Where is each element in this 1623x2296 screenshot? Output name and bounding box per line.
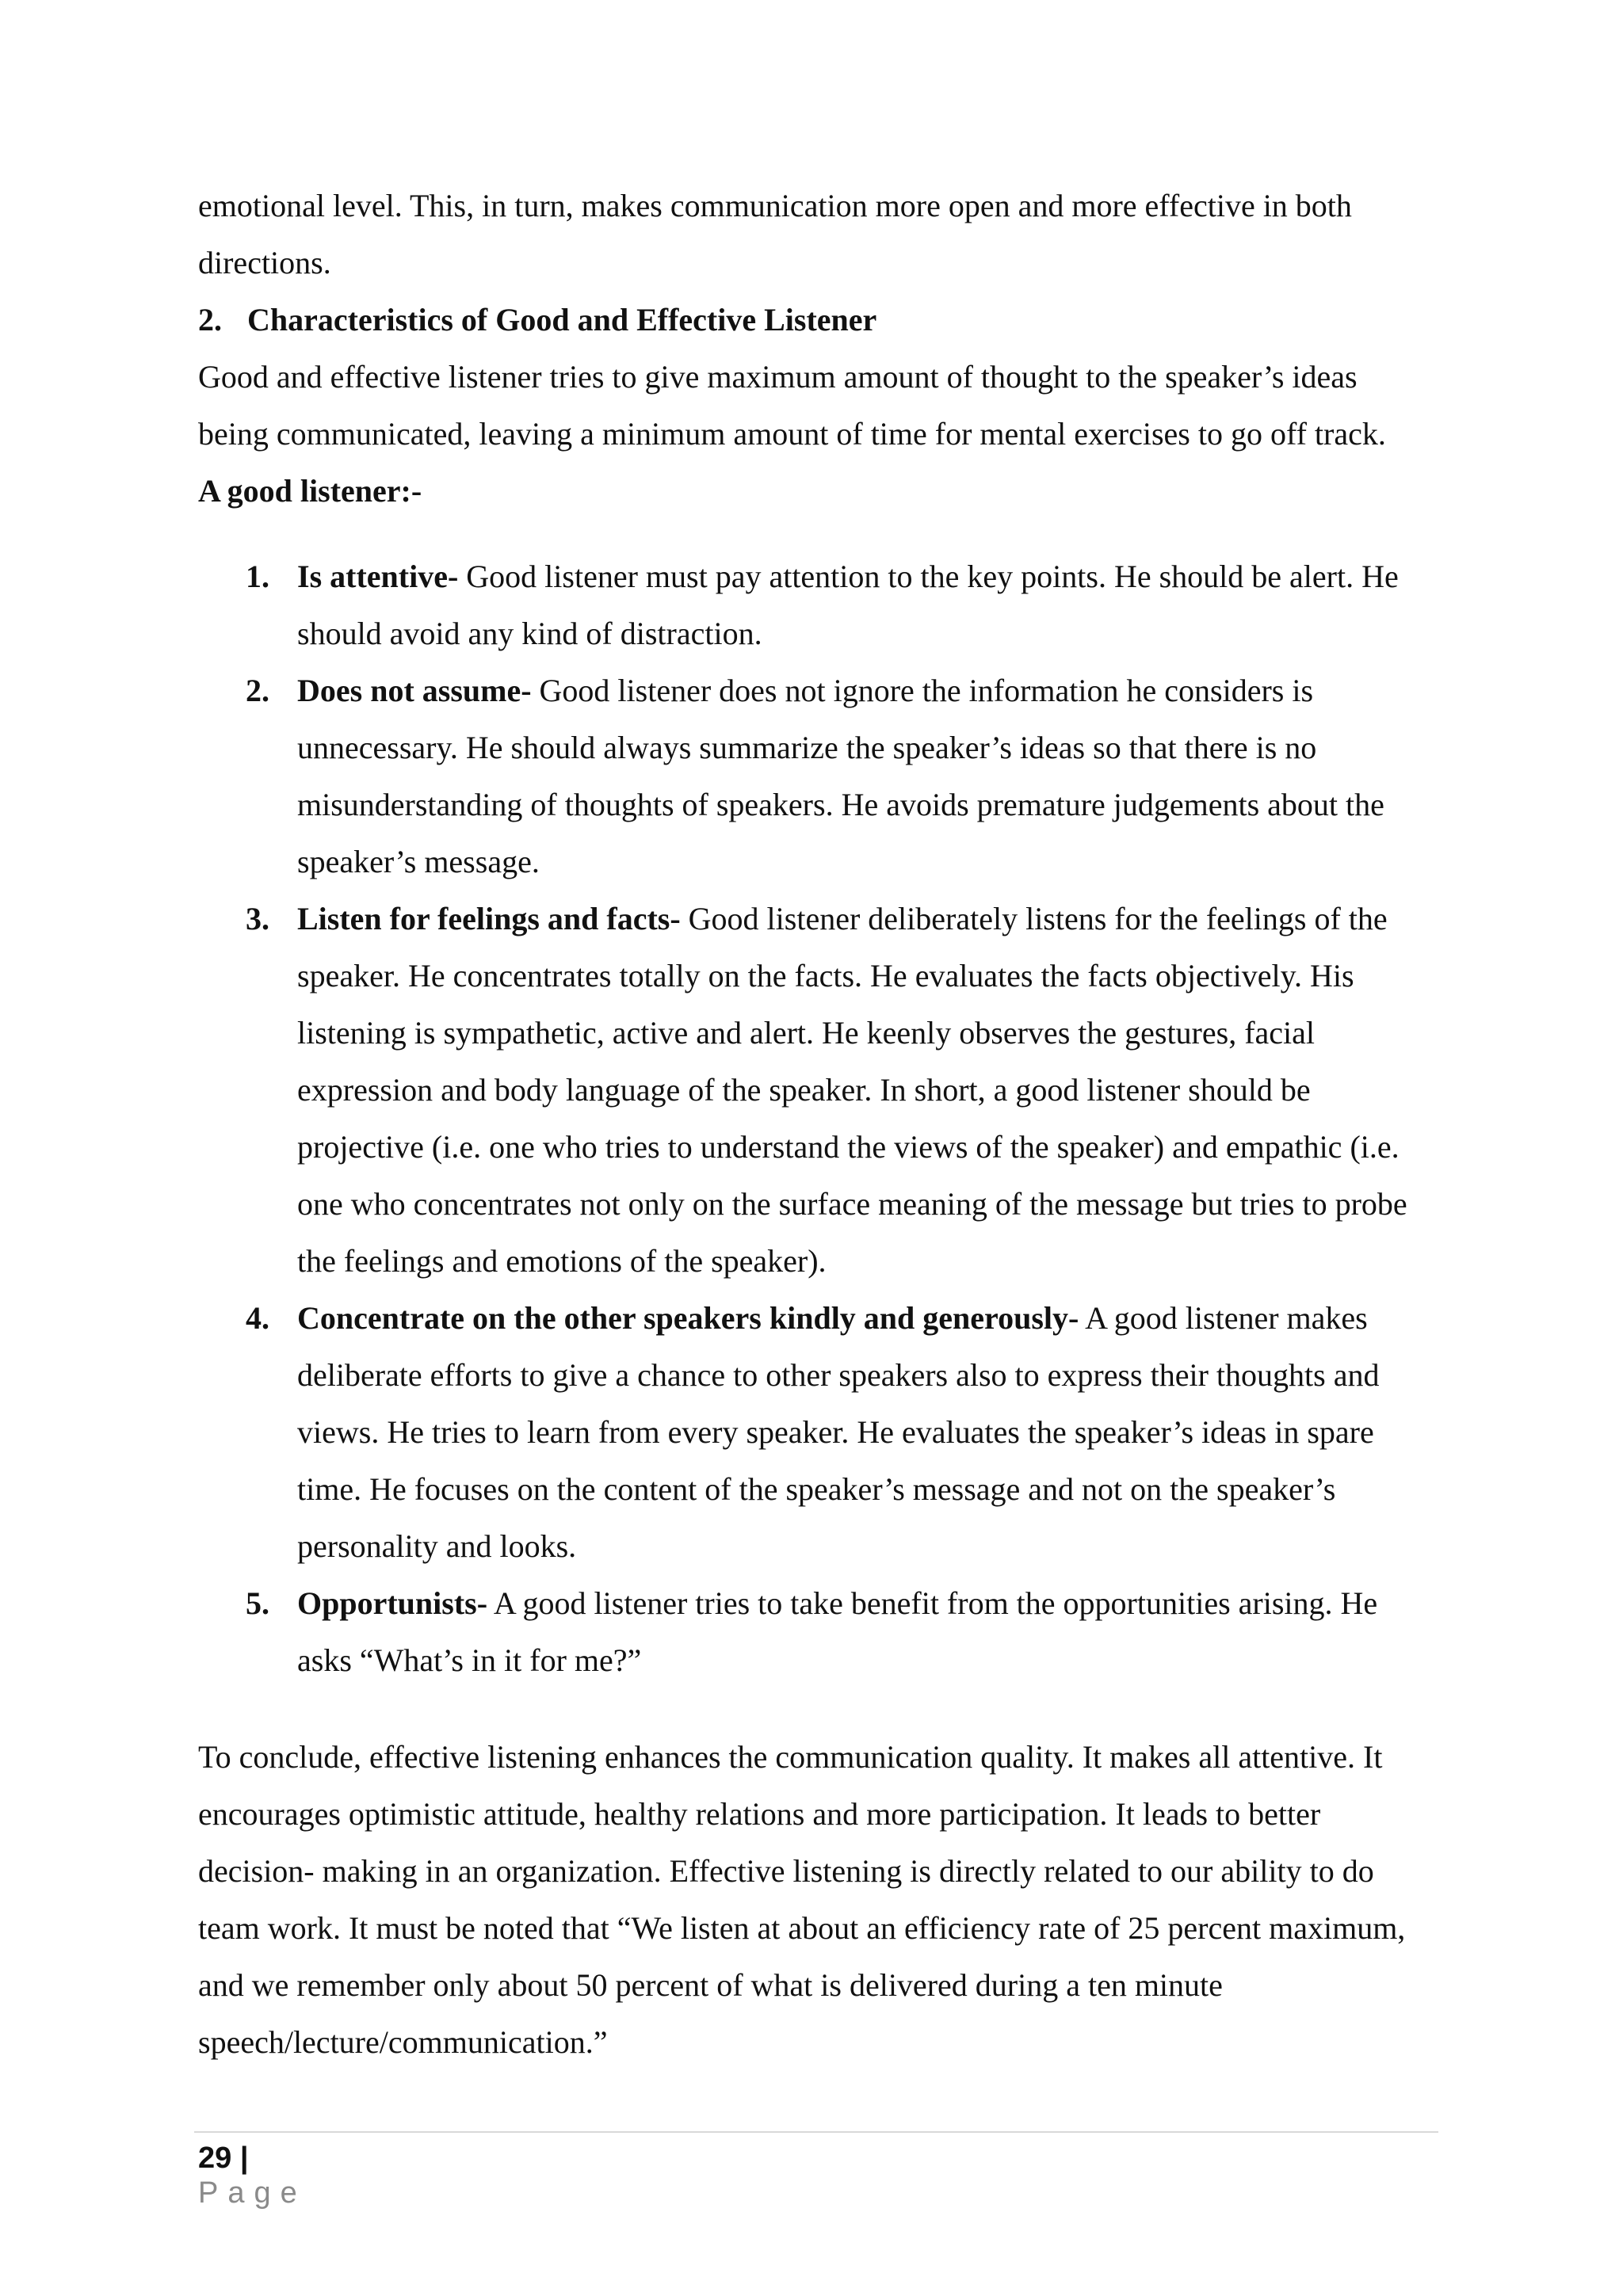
- list-item-number: 3.: [246, 901, 269, 936]
- list-subheading: A good listener:-: [198, 473, 422, 509]
- page-number: 29: [198, 2142, 232, 2175]
- list-item: [198, 662, 1434, 891]
- page-body: [198, 177, 1434, 2071]
- list-item: [198, 1290, 1434, 1575]
- list-item-number: 5.: [246, 1585, 269, 1621]
- list-item: [198, 891, 1434, 1290]
- list-item: [198, 1575, 1434, 1689]
- list-item: [198, 548, 1434, 662]
- list-item-number: 2.: [246, 673, 269, 708]
- list-item-text: Good listener does not ignore the information he considers is unnecessary. He should always summarize the speaker’s ideas so that there is no misunderstanding of thoughts of speakers. He avoids premature judgements about the speaker’s message.: [297, 673, 1384, 879]
- list-item-title: Listen for feelings and facts-: [297, 901, 681, 936]
- section-title: Characteristics of Good and Effective Listener: [247, 302, 877, 338]
- list-item-title: Concentrate on the other speakers kindly and generously-: [297, 1300, 1079, 1336]
- footer-separator: |: [239, 2142, 249, 2175]
- section-paragraph: Good and effective listener tries to give maximum amount of thought to the speaker’s ideas being communicated, leaving a minimum amount of time for mental exercises to go off track.: [198, 359, 1386, 452]
- page-footer: [198, 2141, 357, 2210]
- list-item-title: Is attentive-: [297, 559, 459, 594]
- list-item-title: Does not assume-: [297, 673, 532, 708]
- footer-divider: [194, 2131, 1438, 2133]
- page-label: Page: [198, 2176, 307, 2210]
- characteristics-list: [198, 548, 1434, 1689]
- list-item-text: A good listener tries to take benefit from the opportunities arising. He asks “What’s in it for me?”: [297, 1585, 1378, 1678]
- intro-continuation: emotional level. This, in turn, makes communication more open and more effective in both directions.: [198, 188, 1352, 280]
- section-number: 2.: [198, 302, 222, 338]
- list-item-title: Opportunists-: [297, 1585, 488, 1621]
- list-item-text: A good listener makes deliberate efforts to give a chance to other speakers also to express their thoughts and views. He tries to learn from every speaker. He evaluates the speaker’s ideas in spare time. He focuses on the content of the speaker’s message and not on the speaker’s personality and looks.: [297, 1300, 1380, 1564]
- list-item-text: Good listener must pay attention to the key points. He should be alert. He should avoid any kind of distraction.: [297, 559, 1399, 651]
- list-item-text: Good listener deliberately listens for the feelings of the speaker. He concentrates totally on the facts. He evaluates the facts objectively. His listening is sympathetic, active and alert. He keenly observes the gestures, facial expression and body language of the speaker. In short, a good listener should be projective (i.e. one who tries to understand the views of the speaker) and empathic (i.e. one who concentrates not only on the surface meaning of the message but tries to probe the feelings and emotions of the speaker).: [297, 901, 1407, 1279]
- list-item-number: 1.: [246, 559, 269, 594]
- list-item-number: 4.: [246, 1300, 269, 1336]
- section-heading: [198, 292, 1434, 349]
- conclusion-paragraph: To conclude, effective listening enhances the communication quality. It makes all attentive. It encourages optimistic attitude, healthy relations and more participation. It leads to better decision- making in an organization. Effective listening is directly related to our ability to do team work. It must be noted that “We listen at about an efficiency rate of 25 percent maximum, and we remember only about 50 percent of what is delivered during a ten minute speech/lecture/communication.”: [198, 1739, 1406, 2060]
